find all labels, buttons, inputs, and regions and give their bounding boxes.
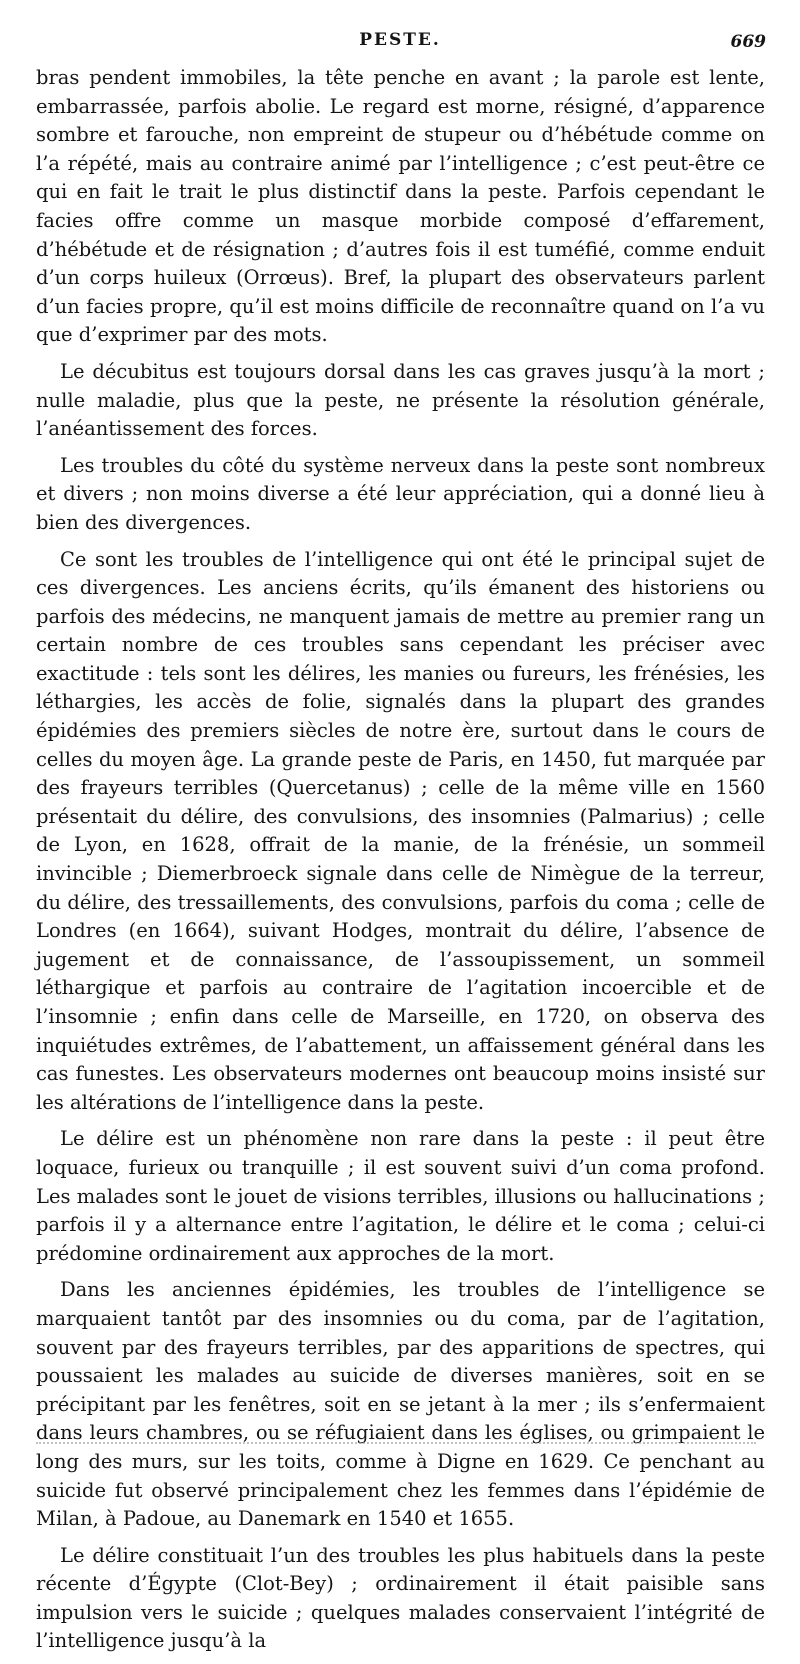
running-head bbox=[34, 30, 766, 56]
paragraph: Ce sont les troubles de l’intelligence qui ont été le principal sujet de ces divergences. Les anciens écrits, qu’ils émanent des historiens ou parfois des médecins, ne manquent jamais de mettre au premier rang un certain nombre de ces troubles sans cependant les préciser avec exactitude : tels sont les délires, les manies ou fureurs, les frénésies, les léthargies, les accès de folie, signalés dans la plupart des grandes épidémies des premiers siècles de notre ère, surtout dans le cours de celles du moyen âge. La grande peste de Paris, en 1450, fut marquée par des frayeurs terribles (Quercetanus) ; celle de la même ville en 1560 présentait du délire, des convulsions, des insomnies (Palmarius) ; celle de Lyon, en 1628, offrait de la manie, de la frénésie, un sommeil invincible ; Diemerbroeck signale dans celle de Nimègue de la terreur, du délire, des tressaillements, des convulsions, parfois du coma ; celle de Londres (en 1664), suivant Hodges, montrait du délire, l’absence de jugement et de connaissance, de l’assoupissement, un sommeil léthargique et parfois au contraire de l’agitation incoercible et de l’insomnie ; enfin dans celle de Marseille, en 1720, on observa des inquiétudes extrêmes, de l’abattement, un affaissement général dans les cas funestes. Les observateurs modernes ont beaucoup moins insisté sur les altérations de l’intelligence dans la peste. bbox=[36, 547, 765, 1114]
running-title: PESTE. bbox=[359, 30, 441, 50]
paragraph: Dans les anciennes épidémies, les troubles de l’intelligence se marquaient tantôt par des insomnies ou du coma, par de l’agitation, souvent par des frayeurs terribles, par des apparitions de spectres, qui poussaient les malades au suicide de diverses manières, soit en se précipitant par les fenêtres, soit en se jetant à la mer ; ils s’enfermaient dans leurs chambres, ou se réfugiaient dans les églises, ou grimpaient le long des murs, sur les toits, comme à Digne en 1629. Ce penchant au suicide fut observé principalement chez les femmes dans l’épidémie de Milan, à Padoue, au Danemark en 1540 et 1655. bbox=[36, 1278, 765, 1531]
paragraph-continuation: bras pendent immobiles, la tête penche en avant ; la parole est lente, embarrassée, parfois abolie. Le regard est morne, résigné, d’apparence sombre et farouche, non empreint de stupeur ou d’hébétude comme on l’a répété, mais au contraire animé par l’intelligence ; c’est peut-être ce qui en fait le trait le plus distinctif dans la peste. Parfois cependant le facies offre comme un masque morbide composé d’effarement, d’hébétude et de résignation ; d’autres fois il est tuméfié, comme enduit d’un corps huileux (Orrœus). Bref, la plupart des observateurs parlent d’un facies propre, qu’il est moins difficile de reconnaître quand on l’a vu que d’exprimer par des mots. bbox=[36, 66, 765, 347]
paragraph: Les troubles du côté du système nerveux dans la peste sont nombreux et divers ; non moins diverse a été leur appréciation, qui a donné lieu à bien des divergences. bbox=[36, 453, 765, 534]
body-text bbox=[36, 64, 765, 1664]
paragraph: Le délire est un phénomène non rare dans la peste : il peut être loquace, furieux ou tranquille ; il est souvent suivi d’un coma profond. Les malades sont le jouet de visions terribles, illusions ou hallucinations ; parfois il y a alternance entre l’agitation, le délire et le coma ; celui-ci prédomine ordinairement aux approches de la mort. bbox=[36, 1127, 765, 1265]
scan-bleed-through bbox=[36, 1442, 756, 1447]
paragraph: Le décubitus est toujours dorsal dans les cas graves jusqu’à la mort ; nulle maladie, plus que la peste, ne présente la résolution générale, l’anéantissement des forces. bbox=[36, 359, 765, 441]
page-number: 669 bbox=[730, 32, 766, 52]
paragraph: Le délire constituait l’un des troubles les plus habituels dans la peste récente d’Égypte (Clot-Bey) ; ordinairement il était paisible sans impulsion vers le suicide ; quelques malades conservaient l’intégrité de l’intelligence jusqu’à la bbox=[36, 1543, 765, 1653]
